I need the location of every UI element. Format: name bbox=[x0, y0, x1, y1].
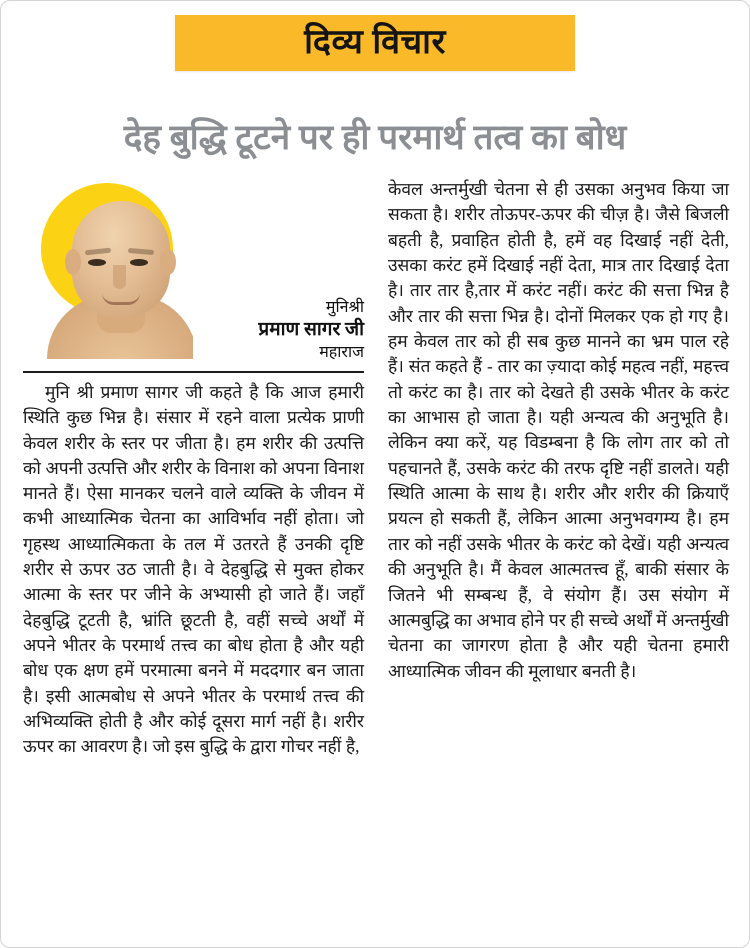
portrait-mouth bbox=[102, 293, 140, 305]
portrait-ear-right bbox=[160, 249, 176, 275]
page-title: देह बुद्धि टूटने पर ही परमार्थ तत्व का बोध bbox=[123, 118, 627, 158]
author-caption bbox=[188, 298, 364, 363]
author-caption-suffix: महाराज bbox=[319, 343, 364, 361]
masthead-banner bbox=[175, 15, 575, 71]
portrait-ear-left bbox=[65, 249, 81, 275]
portrait-nose bbox=[113, 265, 126, 289]
portrait-eye-left bbox=[88, 259, 106, 266]
article-column-left bbox=[23, 177, 364, 933]
masthead-banner-wrapper bbox=[1, 15, 749, 71]
author-caption-prefix: मुनिश्री bbox=[325, 298, 364, 316]
portrait-eye-right bbox=[130, 259, 148, 266]
author-figure bbox=[23, 177, 364, 365]
article-paragraph: मुनि श्री प्रमाण सागर जी कहते है कि आज हमारी स्थिति कुछ भिन्न है। संसार में रहने वाला प्रत्येक प्राणी केवल शरीर के स्तर पर जीता है। हम शरीर की उत्पत्ति को अपनी उत्पत्ति और शरीर के विनाश को अपना विनाश मानते हैं। ऐसा मानकर चलने वाले व्यक्ति के जीवन में कभी आध्यात्मिक चेतना का आविर्भाव नहीं होता। जो गृहस्थ आध्यात्मिकता के तल में उतरते हैं उनकी दृष्टि शरीर से ऊपर उठ जाती है। वे देहबुद्धि से मुक्त होकर आत्मा के स्तर पर जीने के अभ्यासी हो जाते हैं। जहाँ देहबुद्धि टूटती है, भ्रांति छूटती है, वहीं सच्चे अर्थों में अपने भीतर के परमार्थ तत्त्व का बोध होता है और यही बोध एक क्षण हमें परमात्मा बनने में मददगार बन जाता है। इसी आत्मबोध से अपने भीतर के परमार्थ तत्त्व की अभिव्यक्ति होती है और कोई दूसरा मार्ग नहीं है। शरीर ऊपर का आवरण है। जो इस बुद्धि के द्वारा गोचर नहीं है, bbox=[23, 382, 364, 757]
masthead-title: दिव्य विचार bbox=[304, 24, 446, 61]
article-paragraph: केवल अन्तर्मुखी चेतना से ही उसका अनुभव किया जा सकता है। शरीर तोऊपर-ऊपर की चीज़ है। जैसे बिजली बहती है, प्रवाहित होती है, हमें वह दिखाई नहीं देती, उसका करंट हमें दिखाई नहीं देता, मात्र तार दिखाई देता है। तार तार है,तार में करंट नहीं। करंट की सत्ता भिन्न है और तार की सत्ता भिन्न है। दोनों मिलकर एक हो गए है। हम केवल तार को ही सब कुछ मानने का भ्रम पाल रहे हैं। संत कहते हैं - तार का ज़्यादा कोई महत्व नहीं, महत्त्व तो करंट का है। तार को देखते ही उसके भीतर के करंट का आभास हो जाता है। यही अन्यत्व की अनुभूति है। लेकिन क्या करें, यह विडम्बना है कि लोग तार को तो पहचानते हैं, उसके करंट की तरफ दृष्टि नहीं डालते। यही स्थिति आत्मा के साथ है। शरीर और शरीर की क्रियाएँ प्रयत्न हो सकती हैं, लेकिन आत्मा अनुभवगम्य है। हम तार को नहीं उसके भीतर के करंट को देखें। यही अन्यत्व की अनुभूति है। मैं केवल आत्मतत्त्व हूँ, बाकी संसार के जितने भी सम्बन्ध हैं, वे संयोग हैं। उस संयोग में आत्मबुद्धि का अभाव होने पर ही सच्चे अर्थों में अन्तर्मुखी चेतना का जागरण होता है और यही चेतना हमारी आध्यात्मिक जीवन की मूलाधार बनती है। bbox=[388, 179, 729, 681]
article-column-right bbox=[388, 177, 729, 933]
author-portrait-image bbox=[45, 187, 193, 359]
article-columns bbox=[23, 177, 729, 933]
column-divider-rule bbox=[23, 371, 364, 373]
author-caption-name: प्रमाण सागर जी bbox=[258, 319, 364, 341]
